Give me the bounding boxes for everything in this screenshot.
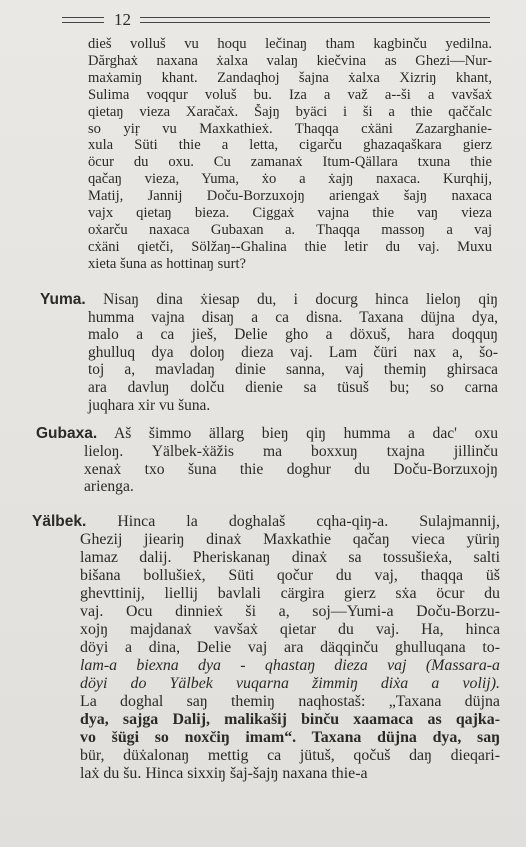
speech-gubaxa <box>36 425 498 496</box>
text-line: dieš volluš vu hoqu lečinaŋ tham kagbinču yedilna. <box>88 36 492 52</box>
text-line: bür, düẋalonaŋ mettig ca jütuš, qočuš daŋ dieqari- <box>80 747 500 764</box>
text-line: Ghezij jieariŋ dinaẋ Maxkathie qačaŋ vieca yüriŋ <box>80 531 500 548</box>
speaker-name: Yälbek. <box>32 513 87 530</box>
page-header <box>62 12 492 32</box>
text-line: Aš šimmo ällarg bieŋ qiŋ humma a dac' oxu <box>113 425 498 442</box>
text-line: juqhara xir vu šuna. <box>88 396 211 414</box>
text-line: xenaẋ txo šuna thie doghur du Doču-Borzuxojŋ <box>84 460 498 478</box>
text-line: so yiŗ vu Maxkathieẋ. Thaqqa cẋäni Zazarghanie- <box>88 120 492 137</box>
header-rule-left <box>62 22 104 23</box>
text-line: ghulluq dya doloŋ dieza vaj. Lam čüri nax a, šo- <box>88 343 498 361</box>
text-line: öcur du oxu. Cu zamanaẋ Itum-Qällara txuna thie <box>88 154 492 171</box>
text-line: ghevttinij, liellij bavlali cärgira gierz sẋa öcur du <box>80 585 500 602</box>
header-rule-right <box>140 22 490 23</box>
text-line: lam-a biexna dya - qhastaŋ dieza vaj (Massara-a <box>80 657 500 674</box>
text-line: qačaŋ vieza, Yuma, ẋo a ẋajŋ naxaca. Kurqhij, <box>88 171 492 188</box>
text-line: maẋamiŋ khant. Zandaqhoj šajna ẋalxa Xizriŋ khant, <box>88 69 492 86</box>
text-line: Matij, Jannij Doču-Borzuxojŋ ariengaẋ šajŋ naxaca <box>88 188 492 205</box>
speech-yuma <box>40 291 498 414</box>
header-rule-right <box>140 17 490 18</box>
text-line: humma vajna disaŋ a ca disna. Taxana düjna dya, <box>88 308 498 326</box>
text-line: xojŋ majdanaẋ vavšaẋ qietar du vaj. Ha, hinca <box>80 621 500 638</box>
text-line: dya, sajga Dalij, malikašij binču xaamaca as qajka- <box>80 711 500 728</box>
speaker-name: Gubaxa. <box>36 425 98 442</box>
text-line: vo šügi so noxčiŋ imam“. Taxana düjna dya, saŋ <box>80 729 500 746</box>
text-line: Nisaŋ dina ẋiesap du, i docurg hinca lieloŋ qiŋ <box>103 291 498 308</box>
text-line: ara davluŋ dolču dienie sa tüsuš bu; so carna <box>88 378 498 396</box>
header-rule-left <box>62 17 104 18</box>
text-line: arienga. <box>84 478 134 496</box>
text-line: malo a ca jieš, Delie gho a döxuš, hara doqquŋ <box>88 326 498 344</box>
text-line: lamaz dalij. Pheriskanaŋ dinaẋ sa tossušieẋa, salti <box>80 549 500 566</box>
text-line: vajx qietaŋ bieza. Ciggaẋ vajna thie vaŋ vieza <box>88 205 492 222</box>
speaker-name: Yuma. <box>40 291 86 308</box>
text-line: vaj. Ocu dinnieẋ ši a, soj—Yumi-a Doču-Borzu- <box>80 603 500 620</box>
text-line: lieloŋ. Yälbek-ẋäžis ma boxxuŋ txajna jillinču <box>84 442 498 460</box>
text-line: bišana bollušieẋ, Süti qočur du vaj, thaqqa üš <box>80 567 500 584</box>
text-line: Dărghaẋ naxana ẋalxa valaŋ kiečvina as Ghezi—Nur- <box>88 52 492 69</box>
text-line: qietaŋ vieza Xaračaẋ. Šajŋ byäci i ši a thie qaččalc <box>88 103 492 120</box>
text-line: xieta šuna as hottinaŋ surt? <box>88 255 246 272</box>
text-line: La doghal saŋ themiŋ naqhostaš: „Taxana düjna <box>80 693 500 710</box>
text-line: cẋäni qietči, Sölžaŋ--Ghalina thie letir du vaj. Muxu <box>88 238 492 255</box>
text-line: laẋ du šu. Hinca sixxiŋ šaj-šajŋ naxana thie-a <box>80 765 368 782</box>
text-line: xula Süti thie a letta, cigarču ghazaqaškara gierz <box>88 137 492 154</box>
opening-paragraph <box>88 36 492 273</box>
text-line: Sulima voqqur voluš bu. Iza a važ a--ši a vavšaẋ <box>88 86 492 103</box>
text-line: döyi do Yälbek vuqarna žimmiŋ diẋa a volij). <box>80 675 500 692</box>
text-line: oẋarču naxaca Gubaxan a. Thaqqa massoŋ a vaj <box>88 221 492 238</box>
speech-yalbek <box>32 513 500 783</box>
text-line: döyi a dina, Delie vaj ara däqqinču ghulluqana to- <box>80 639 500 656</box>
page-number: 12 <box>114 10 131 29</box>
text-line: toj a, mavladaŋ dinie sanna, vaj themiŋ ghirsaca <box>88 361 498 379</box>
text-line: Hinca la doghalaš cqha-qiŋ-a. Sulajmannij, <box>117 513 500 530</box>
